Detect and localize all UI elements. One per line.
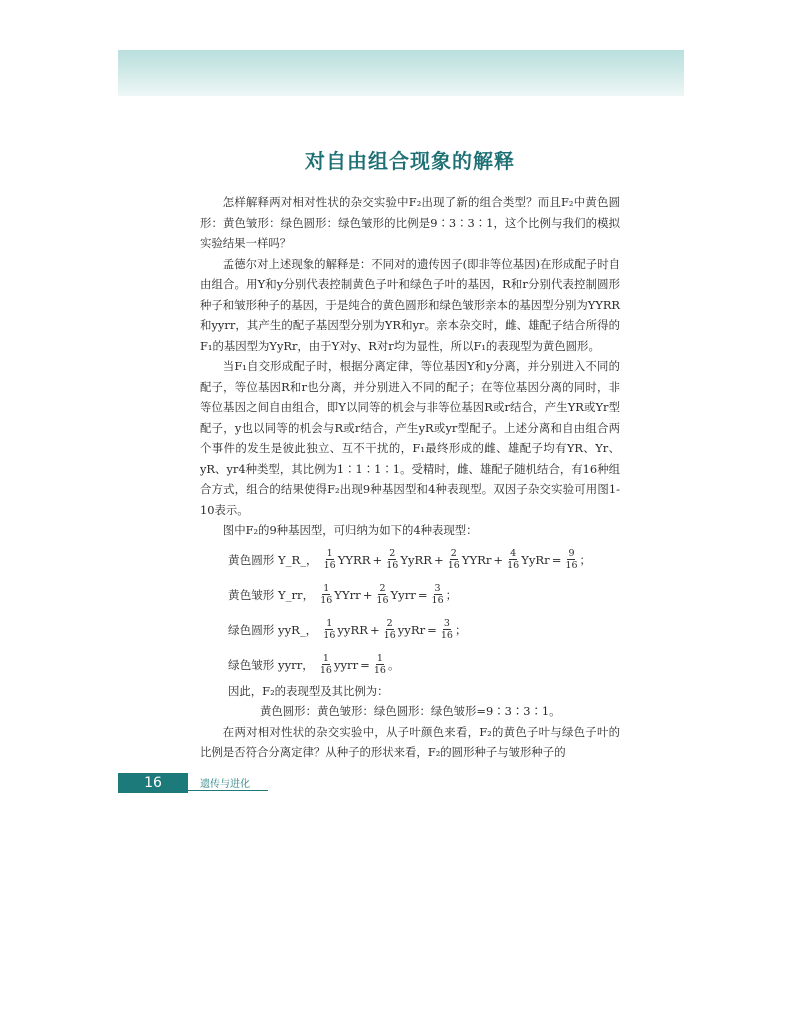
- fraction-result: $\frac{3}{16}$: [440, 618, 453, 641]
- genotype: YyRr: [521, 552, 550, 567]
- formula-yellow-wrinkled: 黄色皱形 Y_rr， $\frac{1}{16}$ YYrr + $\frac{2}{16}$ Yyrr = $\frac{3}{16}$ ；: [228, 583, 458, 606]
- fraction-result: $\frac{9}{16}$: [565, 548, 578, 571]
- genotype: yyRr: [397, 622, 426, 637]
- paragraph-f2-intro: 图中F₂的9种基因型，可归纳为如下的4种表现型：: [222, 523, 478, 537]
- fraction: $\frac{2}{16}$: [447, 548, 460, 571]
- fraction: $\frac{4}{16}$: [507, 548, 520, 571]
- conclusion-line: 因此，F₂的表现型及其比例为：: [228, 683, 389, 698]
- formula-green-wrinkled: 绿色皱形 yyrr， $\frac{1}{16}$ yyrr = $\frac{1}{16}$ 。: [228, 653, 400, 676]
- paragraph-mendel-explanation: 孟德尔对上述现象的解释是：不同对的遗传因子(即非等位基因)在形成配子时自由组合。用Y和y分别代表控制黄色子叶和绿色子叶的基因，R和r分别代表控制圆形种子和皱形种子的基因，于是纯合的黄色圆形和绿色皱形亲本的基因型分别为YYRR和yyrr，其产生的配子基因型分别为YR和yr。亲本杂交时，雌、雄配子结合所得的F₁的基因型为YyRr，由于Y对y、R对r均为显性，所以F₁的表现型为黄色圆形。: [200, 256, 620, 353]
- footer-divider: [188, 790, 268, 791]
- page-content: [200, 145, 620, 763]
- genotype: Yyrr: [390, 587, 416, 602]
- genotype: YyRR: [400, 552, 432, 567]
- genotype: yyrr: [333, 657, 359, 672]
- paragraph-question: 怎样解释两对相对性状的杂交实验中F₂出现了新的组合类型？而且F₂中黄色圆形：黄色皱形：绿色圆形：绿色皱形的比例是9∶3∶3∶1，这个比例与我们的模拟实验结果一样吗？: [200, 195, 620, 250]
- genotype: YYRr: [461, 552, 492, 567]
- fraction-result: $\frac{1}{16}$: [373, 653, 386, 676]
- formula-label: 黄色皱形 Y_rr，: [228, 587, 315, 602]
- genotype: YYRR: [337, 552, 371, 567]
- formula-yellow-round: 黄色圆形 Y_R_， $\frac{1}{16}$ YYRR + $\frac{2}{16}$ YyRR + $\frac{2}{16}$ YYRr + $\frac{4}{16}$ YyRr = $\frac{9}{16}$ ；: [228, 548, 592, 571]
- fraction: $\frac{1}{16}$: [320, 583, 333, 606]
- page-number: 16: [118, 773, 188, 793]
- formula-label: 绿色皱形 yyrr，: [228, 657, 314, 672]
- fraction: $\frac{1}{16}$: [319, 653, 332, 676]
- fraction: $\frac{2}{16}$: [376, 583, 389, 606]
- formula-label: 绿色圆形 yyR_，: [228, 622, 318, 637]
- fraction: $\frac{1}{16}$: [323, 618, 336, 641]
- genotype: yyRR: [337, 622, 368, 637]
- header-band: [118, 50, 684, 96]
- formula-label: 黄色圆形 Y_R_，: [228, 552, 318, 567]
- fraction-result: $\frac{3}{16}$: [431, 583, 444, 606]
- book-title: 遗传与进化: [200, 779, 250, 790]
- formula-green-round: 绿色圆形 yyR_， $\frac{1}{16}$ yyRR + $\frac{2}{16}$ yyRr = $\frac{3}{16}$ ；: [228, 618, 467, 641]
- fraction: $\frac{2}{16}$: [383, 618, 396, 641]
- paragraph-f1-gametes: 当F₁自交形成配子时，根据分离定律，等位基因Y和y分离，并分别进入不同的配子，等位基因R和r也分离，并分别进入不同的配子；在等位基因分离的同时，非等位基因之间自由组合，即Y以同等的机会与非等位基因R或r结合，产生YR或Yr型配子，y也以同等的机会与R或r结合，产生yR或yr型配子。上述分离和自由组合两个事件的发生是彼此独立、互不干扰的，F₁最终形成的雌、雄配子均有YR、Yr、yR、yr4种类型，其比例为1∶1∶1∶1。受精时，雌、雄配子随机结合，有16种组合方式，组合的结果使得F₂出现9种基因型和4种表现型。双因子杂交实验可用图1-10表示。: [200, 359, 620, 517]
- ratio-line: 黄色圆形：黄色皱形：绿色圆形：绿色皱形=9∶3∶3∶1。: [260, 704, 561, 718]
- section-title: 对自由组合现象的解释: [305, 149, 515, 173]
- paragraph-final-question: 在两对相对性状的杂交实验中，从子叶颜色来看，F₂的黄色子叶与绿色子叶的比例是否符合分离定律？从种子的形状来看，F₂的圆形种子与皱形种子的: [200, 724, 620, 759]
- fraction: $\frac{1}{16}$: [323, 548, 336, 571]
- fraction: $\frac{2}{16}$: [386, 548, 399, 571]
- genotype: YYrr: [334, 587, 361, 602]
